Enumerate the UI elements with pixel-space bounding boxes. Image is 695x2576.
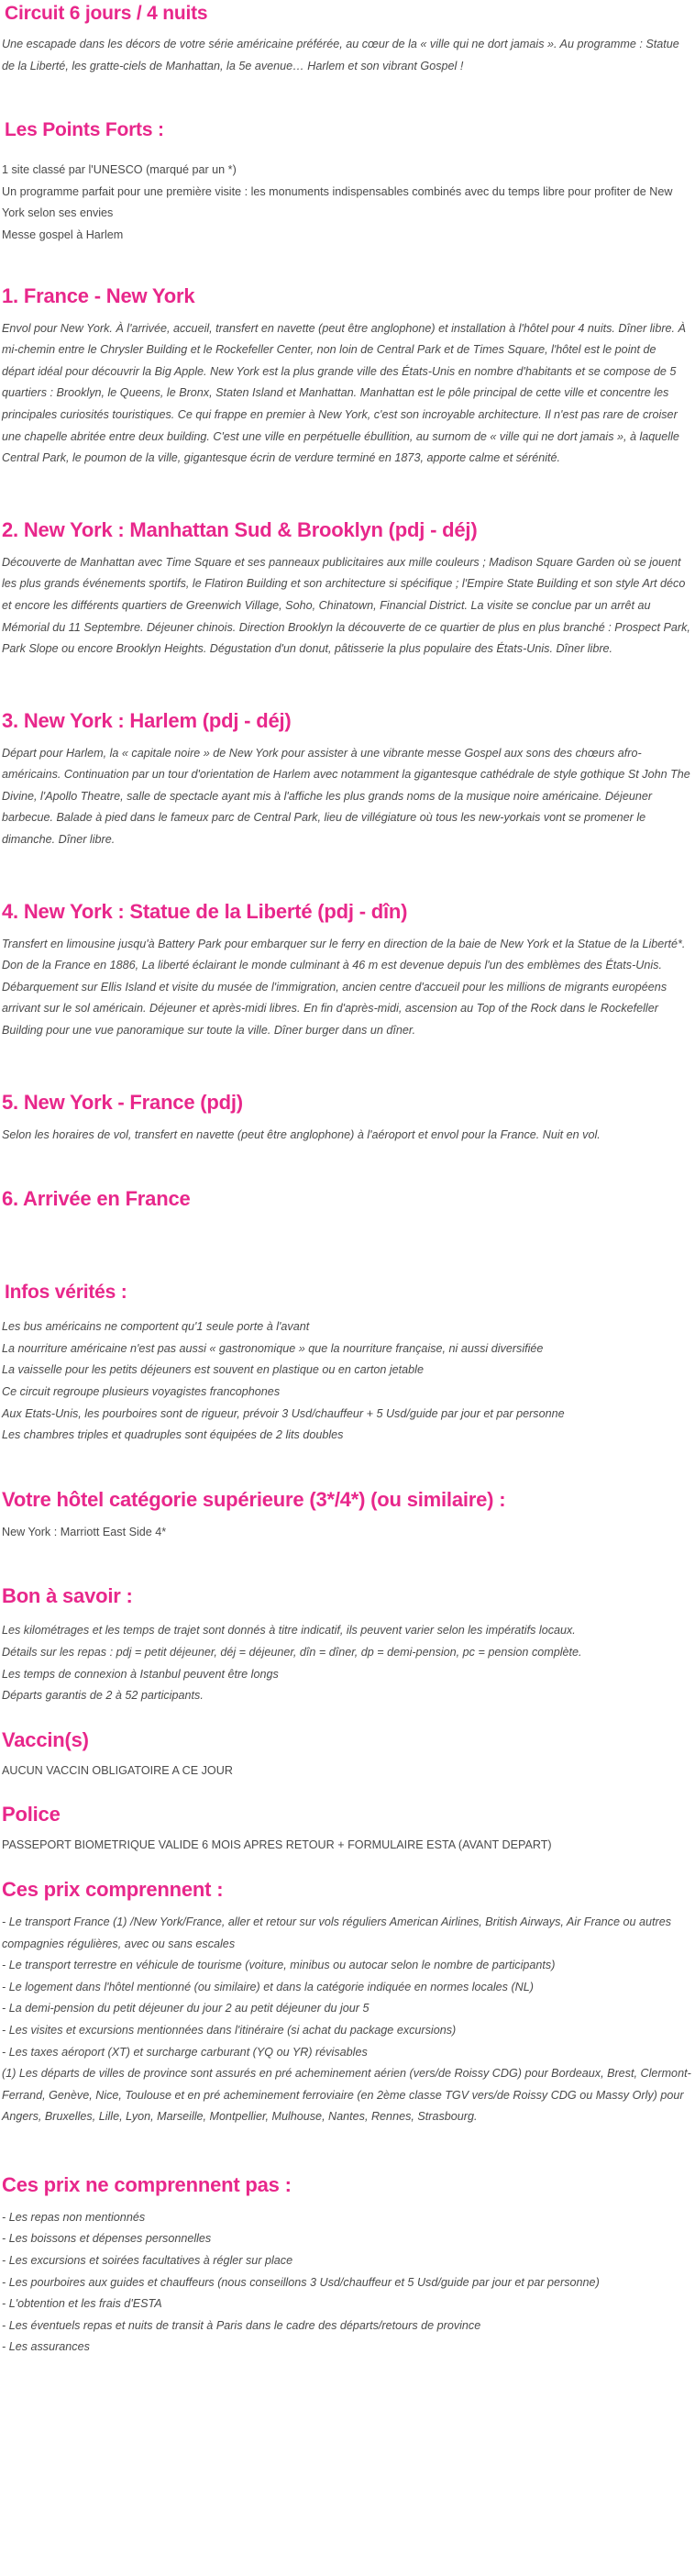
- bon-a-savoir-item: Détails sur les repas : pdj = petit déjeuner, déj = déjeuner, dîn = dîner, dp = demi-pension, pc = pension complète.: [2, 1645, 582, 1659]
- day-section: [2, 517, 691, 661]
- bon-a-savoir-title: Bon à savoir :: [2, 1584, 133, 1608]
- comprennent-list: [2, 1912, 691, 2128]
- circuit-section: [2, 0, 691, 77]
- bon-a-savoir-item: Départs garantis de 2 à 52 participants.: [2, 1689, 204, 1703]
- points-forts-item: 1 site classé par l'UNESCO (marqué par un *): [2, 163, 237, 177]
- day-section: [2, 1090, 691, 1147]
- hotel-title: Votre hôtel catégorie supérieure (3*/4*) (ou similaire) :: [2, 1487, 506, 1511]
- ne-comprennent-list: [2, 2207, 691, 2359]
- day-text: Découverte de Manhattan avec Time Square et ses panneaux publicitaires aux mille couleurs ; Madison Square Garden où se jouent les plus grands événements sportifs, le Flatiron Building et son architecture si spécifique ; l'Empire State Building et son style Art déco et encore les différents quartiers de Greenwich Village, Soho, Chinatown, Financial District. La visite se conclue par un arrêt au Mémorial du 11 Septembre. Déjeuner chinois. Direction Brooklyn la découverte de ce quartier de plus en plus branché : Prospect Park, Park Slope ou encore Brooklyn Heights. Dégustation d'un donut, pâtisserie la plus populaire des États-Unis. Dîner libre.: [2, 555, 690, 656]
- points-forts-item: Un programme parfait pour une première visite : les monuments indispensables combinés avec du temps libre pour profiter de New York selon ses envies: [2, 184, 673, 220]
- ne-comprennent-item: - Les repas non mentionnés: [2, 2210, 146, 2224]
- ne-comprennent-section: [2, 2172, 691, 2359]
- comprennent-item: - Les visites et excursions mentionnées dans l'itinéraire (si achat du package excursions): [2, 2023, 457, 2037]
- ne-comprennent-item: - L'obtention et les frais d'ESTA: [2, 2297, 162, 2311]
- vaccin-title: Vaccin(s): [2, 1727, 89, 1751]
- infos-list: [2, 1316, 691, 1447]
- comprennent-item: (1) Les départs de villes de province sont assurés en pré acheminement aérien (vers/de Roissy CDG) pour Bordeaux, Brest, Clermont-Ferrand, Genève, Nice, Toulouse et en pré acheminement ferroviaire (en 2ème classe TGV vers/de Roissy CDG ou Massy Orly) pour Angers, Bruxelles, Lille, Lyon, Marseille, Montpellier, Mulhouse, Nantes, Rennes, Strasbourg.: [2, 2067, 691, 2124]
- hotel-section: [2, 1487, 691, 1544]
- police-title: Police: [2, 1803, 61, 1827]
- ne-comprennent-item: - Les éventuels repas et nuits de transit à Paris dans le cadre des départs/retours de province: [2, 2318, 481, 2332]
- comprennent-item: - Le transport terrestre en véhicule de tourisme (voiture, minibus ou autocar selon le nombre de participants): [2, 1959, 556, 1972]
- day-section: [2, 1186, 691, 1212]
- day-section: [2, 708, 691, 851]
- infos-title: Infos vérités :: [5, 1282, 127, 1304]
- infos-item: La vaisselle pour les petits déjeuners est souvent en plastique ou en carton jetable: [2, 1363, 424, 1377]
- comprennent-title: Ces prix comprennent :: [2, 1877, 224, 1901]
- police-section: [2, 1802, 691, 1857]
- police-line: PASSEPORT BIOMETRIQUE VALIDE 6 MOIS APRES RETOUR + FORMULAIRE ESTA (AVANT DEPART): [2, 1838, 552, 1852]
- vaccin-section: [2, 1727, 691, 1782]
- ne-comprennent-item: - Les pourboires aux guides et chauffeurs (nous conseillons 3 Usd/chauffeur et 5 Usd/guide par jour et par personne): [2, 2275, 600, 2289]
- comprennent-item: - Les taxes aéroport (XT) et surcharge carburant (YQ ou YR) révisables: [2, 2045, 368, 2059]
- points-forts-item: Messe gospel à Harlem: [2, 228, 124, 241]
- infos-item: Aux Etats-Unis, les pourboires sont de rigueur, prévoir 3 Usd/chauffeur + 5 Usd/guide par jour et par personne: [2, 1406, 565, 1420]
- comprennent-item: - Le transport France (1) /New York/France, aller et retour sur vols réguliers American Airlines, British Airways, Air France ou autres compagnies régulières, avec ou sans escales: [2, 1915, 671, 1950]
- comprennent-item: - La demi-pension du petit déjeuner du jour 2 au petit déjeuner du jour 5: [2, 2002, 370, 2015]
- day-title: 2. New York : Manhattan Sud & Brooklyn (pdj - déj): [2, 517, 478, 541]
- day-title: 5. New York - France (pdj): [2, 1090, 243, 1114]
- day-text: Transfert en limousine jusqu'à Battery Park pour embarquer sur le ferry en direction de la baie de New York et la Statue de la Liberté*. Don de la France en 1886, La liberté éclairant le monde culminant à 46 m est devenue depuis l'un des emblèmes des États-Unis. Débarquement sur Ellis Island et visite du musée de l'immigration, ancien centre d'accueil pour les millions de migrants européens arrivant sur le sol américain. Déjeuner et après-midi libres. En fin d'après-midi, ascension au Top of the Rock dans le Rockefeller Building pour une vue panoramique sur toute la ville. Dîner burger dans un dîner.: [2, 937, 686, 1038]
- day-title: 4. New York : Statue de la Liberté (pdj - dîn): [2, 899, 408, 923]
- day-text: Selon les horaires de vol, transfert en navette (peut être anglophone) à l'aéroport et envol pour la France. Nuit en vol.: [2, 1127, 601, 1141]
- comprennent-item: - Le logement dans l'hôtel mentionné (ou similaire) et dans la catégorie indiquée en normes locales (NL): [2, 1980, 534, 1993]
- day-title: 3. New York : Harlem (pdj - déj): [2, 708, 292, 732]
- ne-comprennent-item: - Les assurances: [2, 2340, 90, 2354]
- day-text: Départ pour Harlem, la « capitale noire » de New York pour assister à une vibrante messe Gospel aux sons des chœurs afro-américains. Continuation par un tour d'orientation de Harlem avec notamment la gigantesque cathédrale de style gothique St John The Divine, l'Apollo Theatre, salle de spectacle ayant mis à l'affiche les plus grands noms de la musique noire américaine. Déjeuner barbecue. Balade à pied dans le fameux parc de Central Park, lieu de villégiature où tous les new-yorkais vont se promener le dimanche. Dîner libre.: [2, 746, 690, 847]
- circuit-title: Circuit 6 jours / 4 nuits: [5, 3, 208, 24]
- day-title: 6. Arrivée en France: [2, 1187, 191, 1211]
- circuit-intro: Une escapade dans les décors de votre série américaine préférée, au cœur de la « ville qui ne dort jamais ». Au programme : Statue de la Liberté, les gratte-ciels de Manhattan, la 5e avenue… Harlem et son vibrant Gospel !: [2, 38, 679, 72]
- day-text: Envol pour New York. À l'arrivée, accueil, transfert en navette (peut être anglophone) et installation à l'hôtel pour 4 nuits. Dîner libre. À mi-chemin entre le Chrysler Building et le Rockefeller Center, non loin de Central Park et de Times Square, l'hôtel est le point de départ idéal pour découvrir la Big Apple. New York est la plus grande ville des États-Unis en nombre d'habitants et se compose de 5 quartiers : Brooklyn, le Queens, le Bronx, Staten Island et Manhattan. Manhattan est le pôle principal de cette ville et concentre les principales curiosités touristiques. Ce qui frappe en premier à New York, c'est son incroyable architecture. Il n'est pas rare de croiser une chapelle abritée entre deux building. C'est une ville en perpétuelle ébullition, au surnom de « ville qui ne dort jamais », à laquelle Central Park, le poumon de la ville, gigantesque écrin de verdure terminé en 1873, apporte calme et sérénité.: [2, 321, 686, 465]
- hotel-line: New York : Marriott East Side 4*: [2, 1525, 167, 1538]
- infos-section: [2, 1280, 691, 1447]
- points-forts-list: [2, 160, 691, 246]
- ne-comprennent-item: - Les boissons et dépenses personnelles: [2, 2232, 212, 2246]
- infos-item: La nourriture américaine n'est pas aussi « gastronomique » que la nourriture française, ni aussi diversifiée: [2, 1341, 544, 1355]
- bon-a-savoir-section: [2, 1583, 691, 1706]
- points-forts-section: [2, 117, 691, 246]
- bon-a-savoir-item: Les temps de connexion à Istanbul peuvent être longs: [2, 1667, 279, 1681]
- ne-comprennent-title: Ces prix ne comprennent pas :: [2, 2172, 292, 2196]
- day-title: 1. France - New York: [2, 283, 195, 307]
- day-section: [2, 283, 691, 470]
- comprennent-section: [2, 1877, 691, 2128]
- bon-a-savoir-list: [2, 1620, 691, 1706]
- vaccin-line: AUCUN VACCIN OBLIGATOIRE A CE JOUR: [2, 1763, 233, 1777]
- infos-item: Ce circuit regroupe plusieurs voyagistes francophones: [2, 1385, 281, 1398]
- infos-item: Les chambres triples et quadruples sont équipées de 2 lits doubles: [2, 1428, 344, 1442]
- infos-item: Les bus américains ne comportent qu'1 seule porte à l'avant: [2, 1320, 310, 1334]
- day-section: [2, 899, 691, 1042]
- bon-a-savoir-item: Les kilométrages et les temps de trajet sont donnés à titre indicatif, ils peuvent varier selon les impératifs locaux.: [2, 1624, 576, 1638]
- ne-comprennent-item: - Les excursions et soirées facultatives à régler sur place: [2, 2254, 293, 2268]
- points-forts-title: Les Points Forts :: [5, 119, 164, 141]
